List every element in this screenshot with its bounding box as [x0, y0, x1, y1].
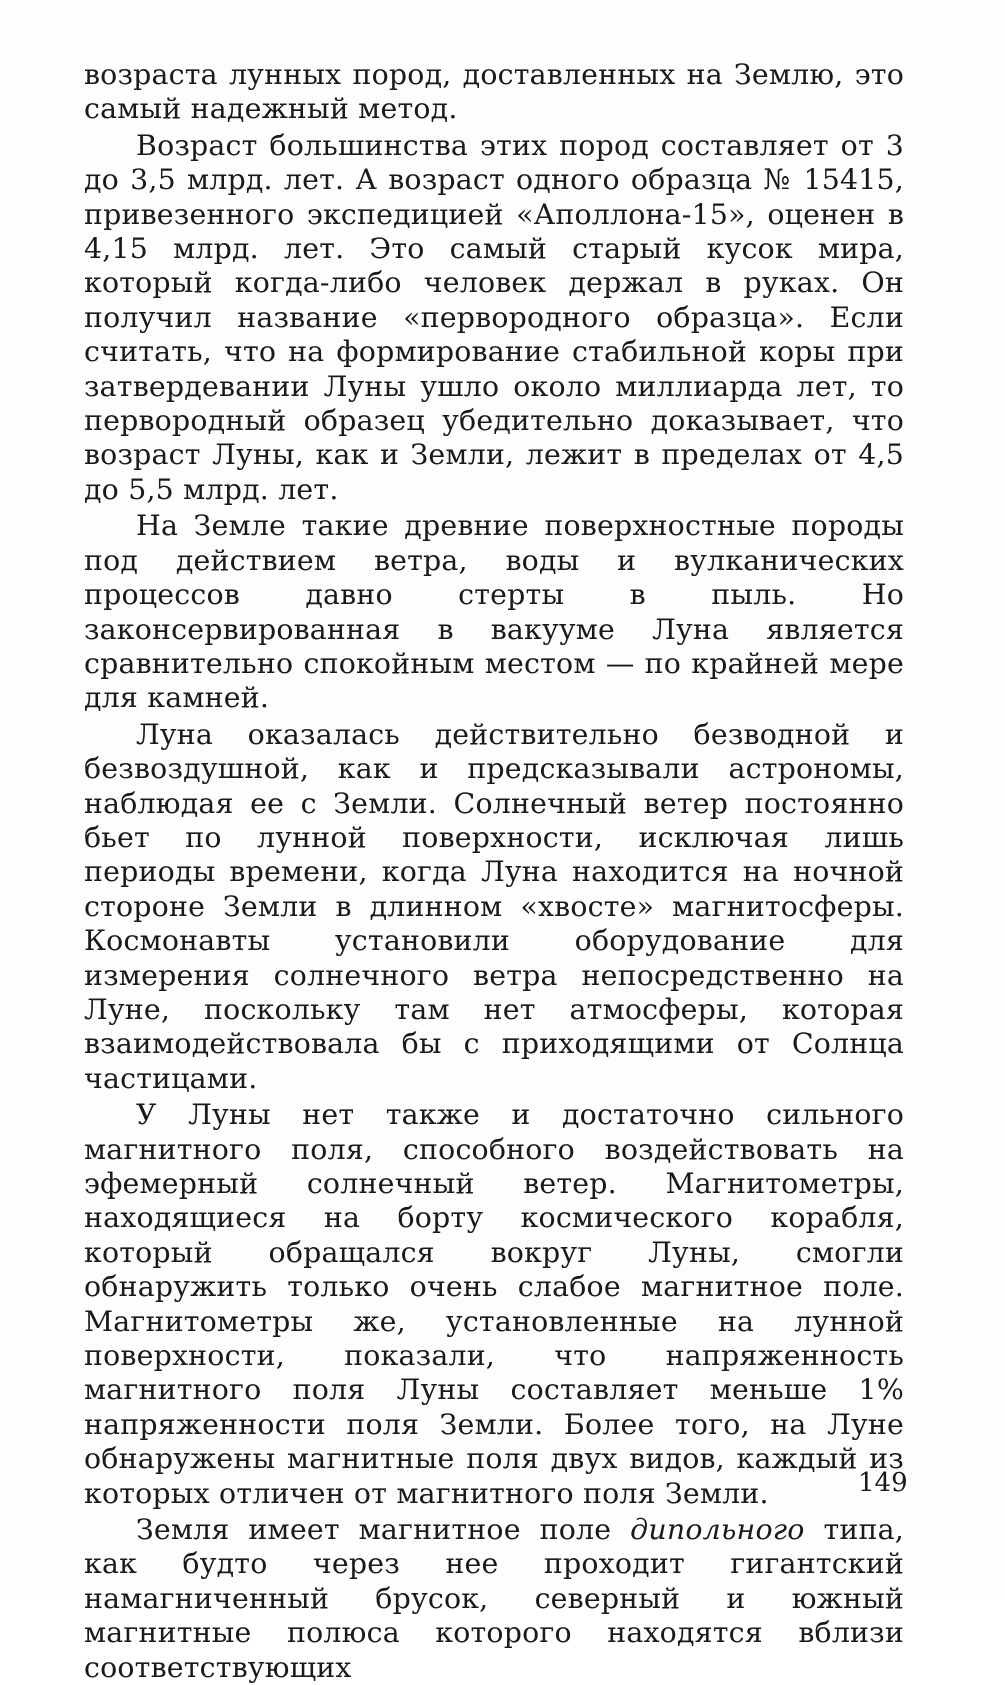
italic-term: дипольного [630, 1513, 805, 1547]
paragraph-2: Возраст большинства этих пород составляет от 3 до 3,5 млрд. лет. А возраст одного образца № 15415, привезенного экспедицией «Аполлона-15», оценен в 4,15 млрд. лет. Это самый старый кусок мира, который когда-либо человек держал в руках. Он получил название «первородного образца». Если считать, что на формирование стабильной коры при затвердевании Луны ушло около миллиарда лет, то первородный образец убедительно доказывает, что возраст Луны, как и Земли, лежит в пределах от 4,5 до 5,5 млрд. лет. [84, 128, 904, 506]
page-number: 149 [858, 1468, 908, 1498]
paragraph-6-end: типа, как будто через нее проходит гигантский намагниченный брусок, северный и южный магнитные полюса которого находятся вблизи соответствующих [84, 1513, 904, 1684]
paragraph-3: На Земле такие древние поверхностные породы под действием ветра, воды и вулканических процессов давно стерты в пыль. Но законсервированная в вакууме Луна является сравнительно спокойным местом — по крайней мере для камней. [84, 509, 904, 715]
paragraph-5: У Луны нет также и достаточно сильного магнитного поля, способного воздействовать на эфемерный солнечный ветер. Магнитометры, находящиеся на борту космического корабля, который обращался вокруг Луны, смогли обнаружить только очень слабое магнитное поле. Магнитометры же, установленные на лунной поверхности, показали, что напряженность магнитного поля Луны составляет меньше 1% напряженности поля Земли. Более того, на Луне обнаружены магнитные поля двух видов, каждый из которых отличен от магнитного поля Земли. [84, 1098, 904, 1510]
body-text [84, 58, 904, 1685]
paragraph-6 [84, 1513, 904, 1685]
paragraph-1: возраста лунных пород, доставленных на Землю, это самый надежный метод. [84, 58, 904, 126]
paragraph-6-start: Земля имеет магнитное поле [136, 1513, 631, 1547]
paragraph-4: Луна оказалась действительно безводной и безвоздушной, как и предсказывали астрономы, наблюдая ее с Земли. Солнечный ветер постоянно бьет по лунной поверхности, исключая лишь периоды времени, когда Луна находится на ночной стороне Земли в длинном «хвосте» магнитосферы. Космонавты установили оборудование для измерения солнечного ветра непосредственно на Луне, поскольку там нет атмосферы, которая взаимодействовала бы с приходящими от Солнца частицами. [84, 717, 904, 1095]
